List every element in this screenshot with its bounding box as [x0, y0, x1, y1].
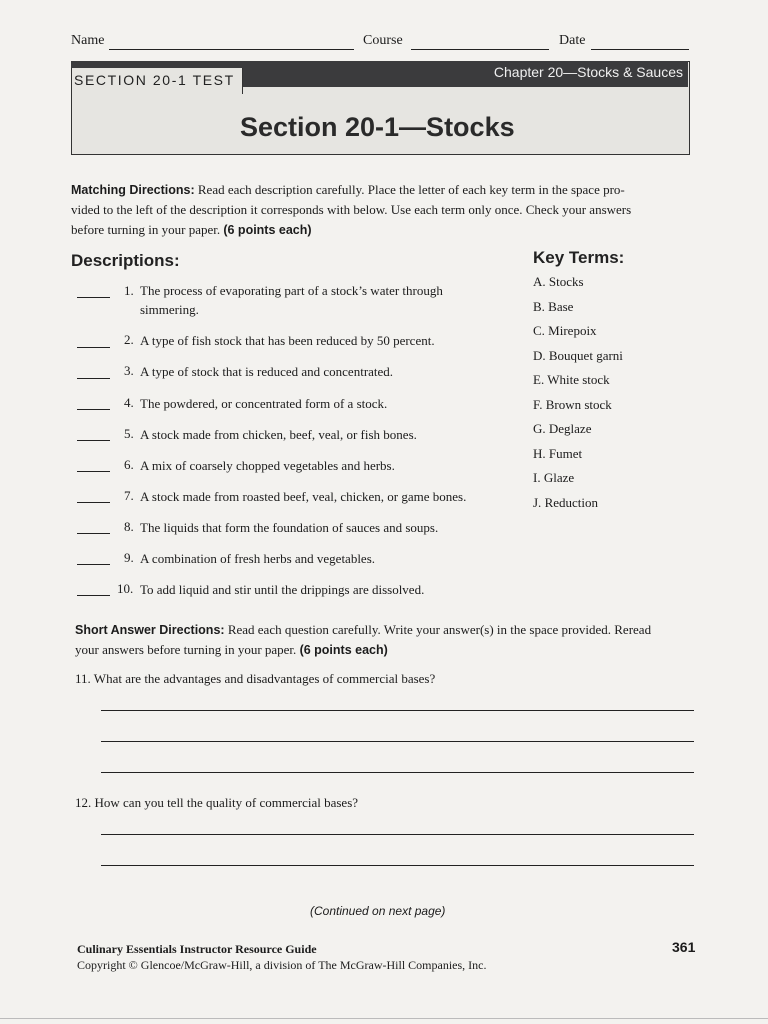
- answer-blank[interactable]: [77, 440, 110, 441]
- short-answer-directions-text-2: your answers before turning in your paper.: [75, 642, 297, 657]
- key-term-text: Mirepoix: [548, 323, 597, 338]
- answer-blank[interactable]: [77, 409, 110, 410]
- matching-directions-text-1: Read each description carefully. Place the letter of each key term in the space pro-: [197, 182, 625, 197]
- course-label: Course: [363, 33, 403, 48]
- question-12: [75, 793, 358, 812]
- answer-blank[interactable]: [77, 595, 110, 596]
- page-title: Section 20-1—Stocks: [240, 112, 515, 142]
- question-11: [75, 669, 435, 688]
- key-term-text: White stock: [547, 372, 610, 387]
- answer-line[interactable]: [101, 834, 694, 835]
- answer-line[interactable]: [101, 741, 694, 742]
- key-term-letter: D.: [533, 348, 546, 363]
- key-term-item: [533, 421, 591, 437]
- footer-guide-title: Culinary Essentials Instructor Resource Guide: [77, 942, 317, 956]
- date-label: Date: [559, 33, 586, 48]
- continued-note: (Continued on next page): [310, 904, 446, 918]
- description-text: A stock made from chicken, beef, veal, or fish bones.: [140, 427, 417, 442]
- descriptions-heading: Descriptions:: [71, 251, 180, 270]
- key-term-text: Stocks: [548, 274, 584, 289]
- key-term-item: [533, 470, 574, 486]
- matching-directions: [71, 180, 701, 240]
- name-label: Name: [71, 33, 105, 48]
- key-term-item: [533, 397, 612, 413]
- key-term-item: [533, 323, 597, 339]
- answer-blank[interactable]: [77, 347, 110, 348]
- key-terms-heading: Key Terms:: [533, 248, 625, 267]
- description-text: A stock made from roasted beef, veal, chicken, or game bones.: [140, 489, 467, 504]
- answer-line[interactable]: [101, 772, 694, 773]
- description-text: A combination of fresh herbs and vegetables.: [140, 551, 376, 566]
- description-number: 7.: [124, 488, 134, 503]
- course-field[interactable]: [411, 49, 549, 50]
- answer-blank[interactable]: [77, 297, 110, 298]
- key-term-text: Brown stock: [545, 397, 612, 412]
- matching-directions-text-3: before turning in your paper.: [71, 222, 221, 237]
- key-term-item: [533, 495, 598, 511]
- question-number: 12.: [75, 795, 92, 810]
- key-term-item: [533, 446, 582, 462]
- key-term-letter: J.: [533, 495, 542, 510]
- question-number: 11.: [75, 671, 91, 686]
- key-term-item: [533, 348, 623, 364]
- key-term-letter: E.: [533, 372, 545, 387]
- description-line: The process of evaporating part of a stock’s water through: [140, 283, 443, 298]
- answer-blank[interactable]: [77, 378, 110, 379]
- key-term-letter: B.: [533, 299, 545, 314]
- matching-directions-text-2: vided to the left of the description it corresponds with below. Use each term only once. Check your answers: [71, 202, 632, 217]
- name-field[interactable]: [109, 49, 354, 50]
- answer-line[interactable]: [101, 710, 694, 711]
- chapter-label: Chapter 20—Stocks & Sauces: [493, 64, 683, 80]
- short-answer-points: (6 points each): [299, 643, 388, 657]
- section-tab-label: SECTION 20-1 TEST: [74, 72, 235, 88]
- description-number: 2.: [124, 332, 134, 347]
- key-term-text: Base: [548, 299, 574, 314]
- description-text: A type of fish stock that has been reduced by 50 percent.: [140, 333, 435, 348]
- description-number: 9.: [124, 550, 134, 565]
- description-text: A mix of coarsely chopped vegetables and herbs.: [140, 458, 395, 473]
- short-answer-directions-label: Short Answer Directions:: [75, 623, 225, 637]
- page-edge: [0, 1018, 768, 1019]
- answer-line[interactable]: [101, 865, 694, 866]
- description-text: The powdered, or concentrated form of a stock.: [140, 396, 388, 411]
- key-term-item: [533, 372, 610, 388]
- description-line: simmering.: [140, 302, 199, 317]
- key-term-letter: C.: [533, 323, 545, 338]
- question-text: What are the advantages and disadvantages of commercial bases?: [93, 671, 436, 686]
- key-term-text: Bouquet garni: [548, 348, 623, 363]
- key-term-letter: G.: [533, 421, 546, 436]
- description-number: 8.: [124, 519, 134, 534]
- answer-blank[interactable]: [77, 533, 110, 534]
- key-term-text: Fumet: [548, 446, 583, 461]
- description-number: 3.: [124, 363, 134, 378]
- footer-copyright: Copyright © Glencoe/McGraw-Hill, a division of The McGraw-Hill Companies, Inc.: [77, 958, 487, 972]
- key-term-letter: I.: [533, 470, 541, 485]
- key-term-item: [533, 274, 584, 290]
- description-text: [140, 281, 443, 319]
- answer-blank[interactable]: [77, 564, 110, 565]
- key-term-text: Deglaze: [548, 421, 592, 436]
- description-text: To add liquid and stir until the drippings are dissolved.: [140, 582, 425, 597]
- description-number: 10.: [117, 581, 134, 596]
- description-text: A type of stock that is reduced and concentrated.: [140, 364, 394, 379]
- answer-blank[interactable]: [77, 471, 110, 472]
- page-number: 361: [672, 939, 696, 955]
- key-term-letter: F.: [533, 397, 543, 412]
- short-answer-directions-text-1: Read each question carefully. Write your answer(s) in the space provided. Reread: [227, 622, 652, 637]
- question-text: How can you tell the quality of commercial bases?: [94, 795, 359, 810]
- description-number: 1.: [124, 283, 134, 298]
- key-term-item: [533, 299, 573, 315]
- description-text: The liquids that form the foundation of sauces and soups.: [140, 520, 439, 535]
- matching-points: (6 points each): [223, 223, 312, 237]
- key-term-text: Glaze: [543, 470, 575, 485]
- description-number: 5.: [124, 426, 134, 441]
- key-term-letter: H.: [533, 446, 546, 461]
- description-number: 6.: [124, 457, 134, 472]
- key-term-text: Reduction: [544, 495, 598, 510]
- date-field[interactable]: [591, 49, 689, 50]
- key-term-letter: A.: [533, 274, 546, 289]
- short-answer-directions: [75, 620, 705, 660]
- description-number: 4.: [124, 395, 134, 410]
- answer-blank[interactable]: [77, 502, 110, 503]
- matching-directions-label: Matching Directions:: [71, 183, 195, 197]
